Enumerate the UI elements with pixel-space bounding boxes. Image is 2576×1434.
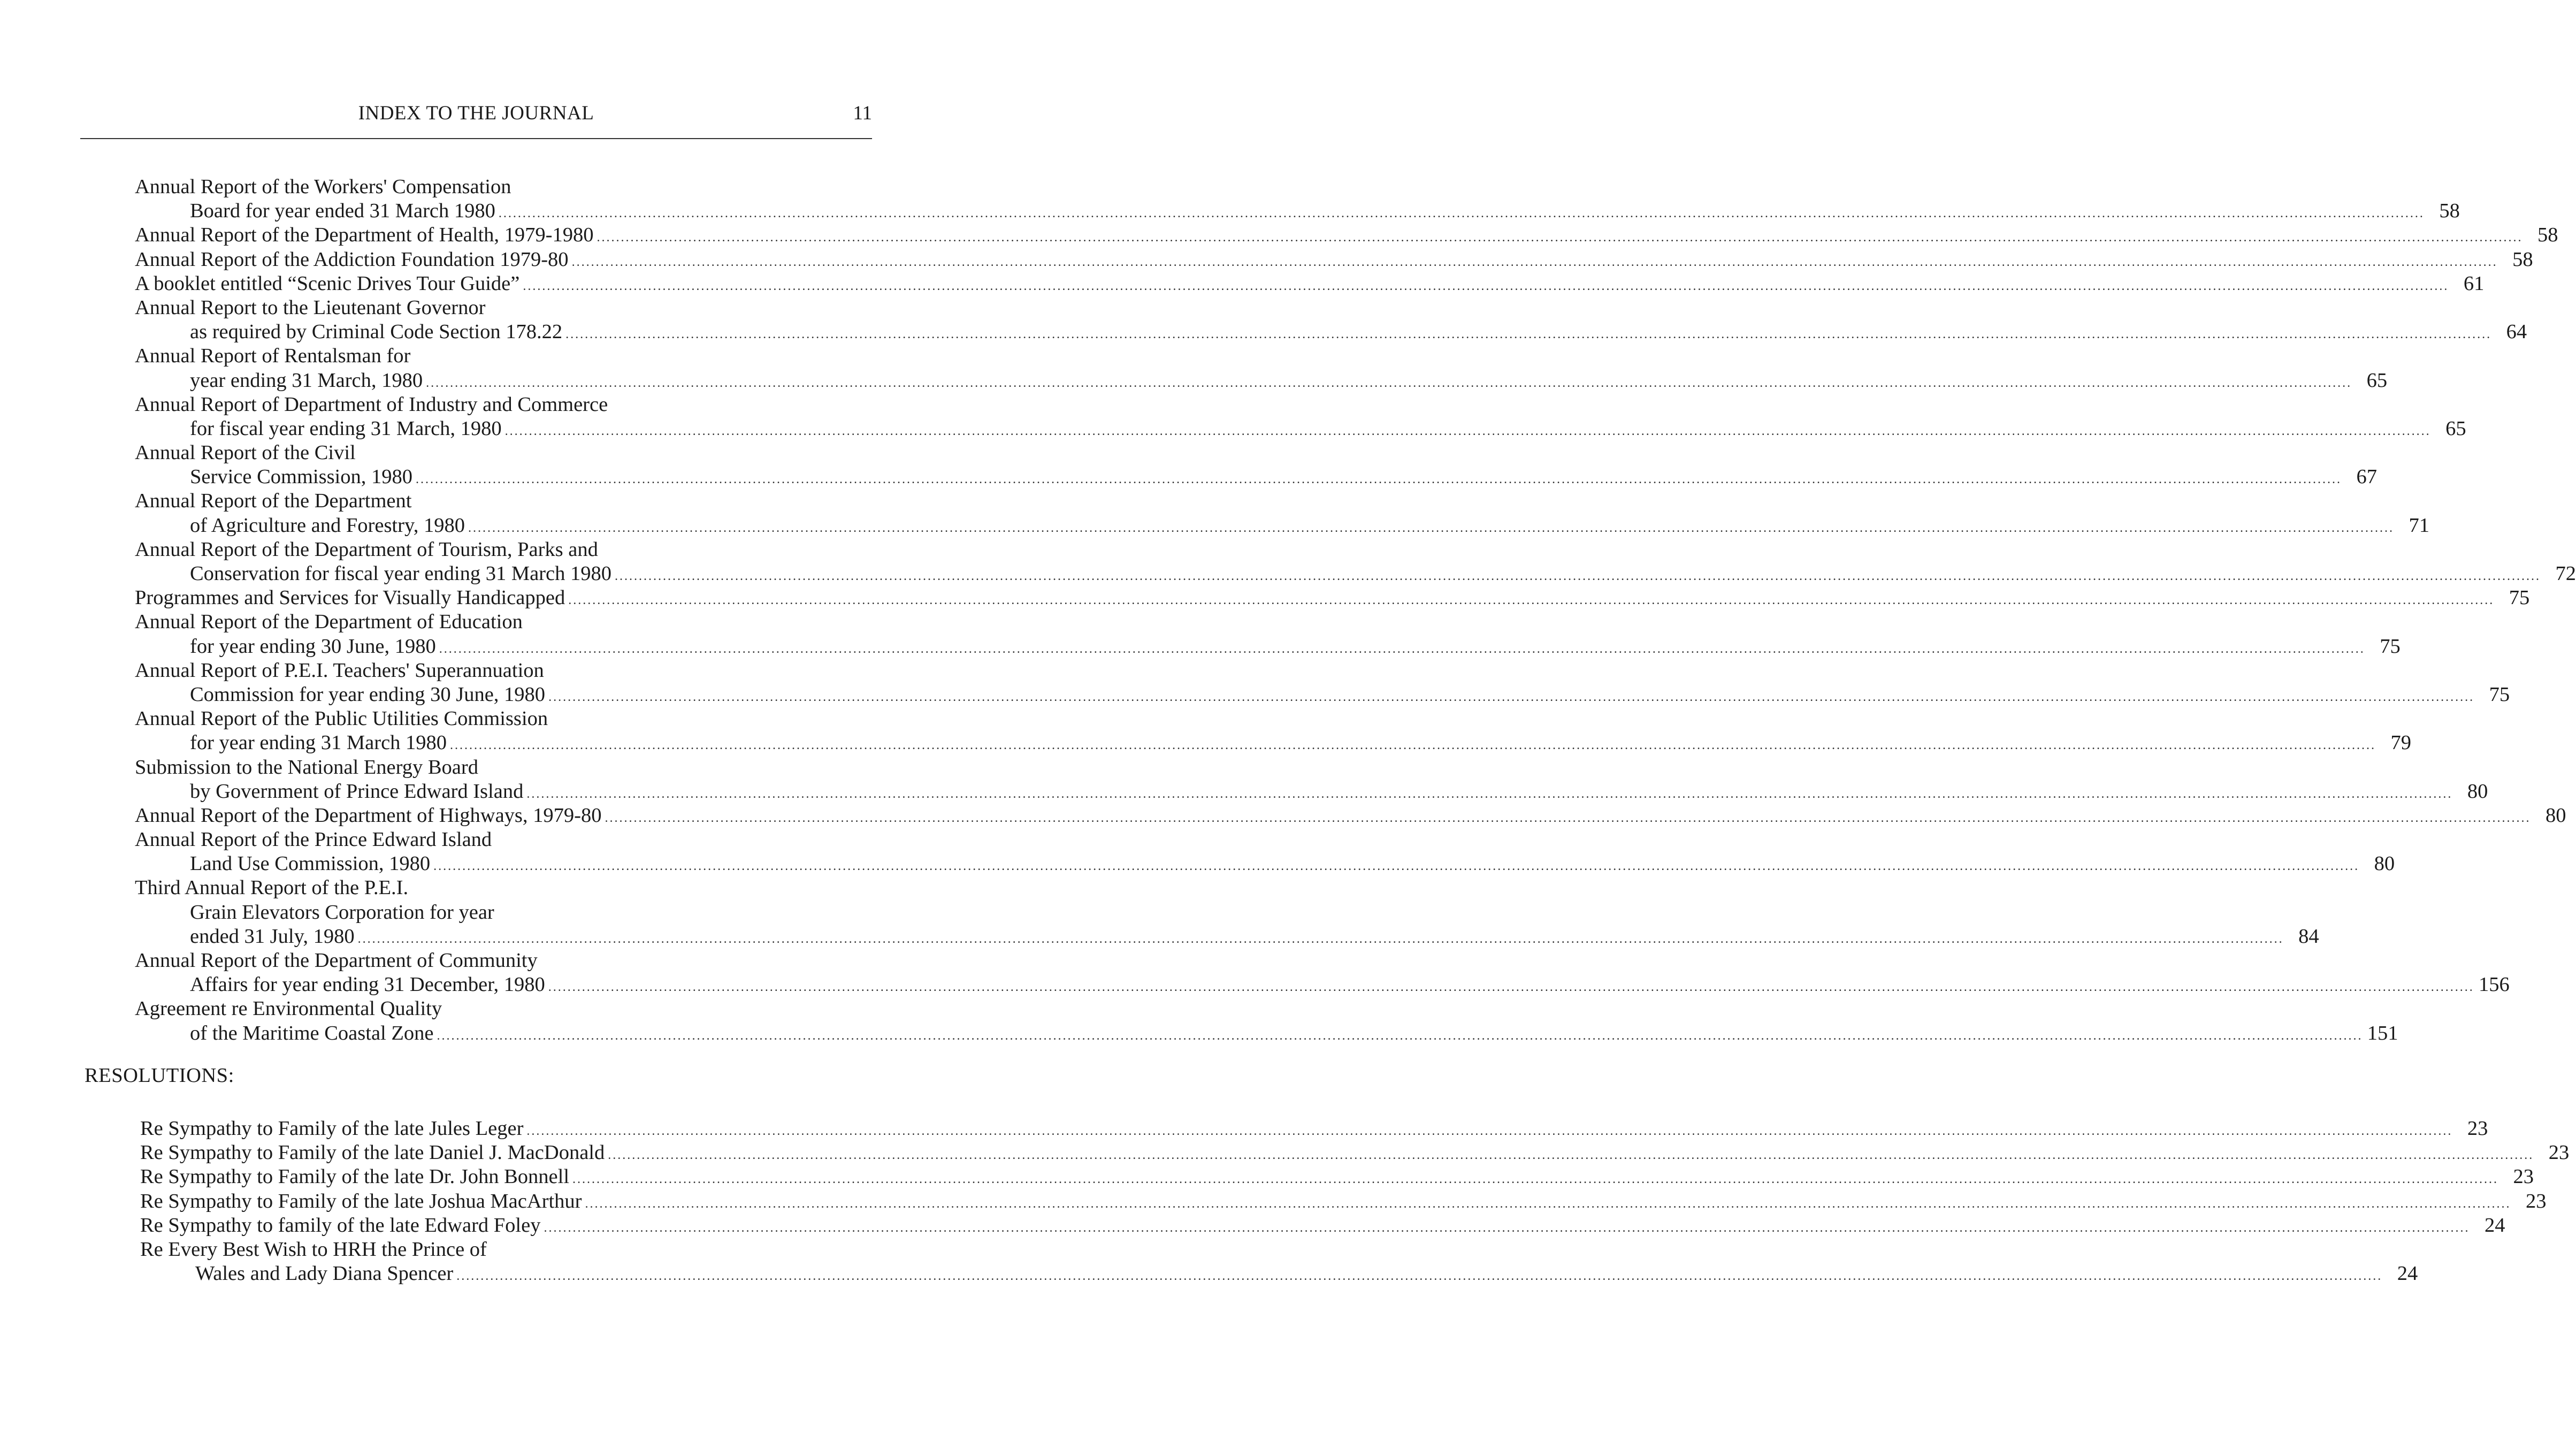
entry-page-number: 80	[2467, 780, 2488, 803]
dot-leader: ................................................................................................................................................................................................................................................................................................................................................................................................................	[437, 1028, 2363, 1043]
entry-title: Annual Report of the Department of Education	[135, 611, 523, 634]
index-entry	[135, 175, 2460, 223]
entry-line	[135, 828, 873, 852]
page-header	[80, 102, 872, 132]
entry-line	[135, 997, 873, 1021]
entry-title: A booklet entitled “Scenic Drives Tour Guide”	[135, 272, 520, 295]
dot-leader: ................................................................................................................................................................................................................................................................................................................................................................................................................	[468, 521, 2394, 535]
index-entry	[140, 1214, 2505, 1238]
entry-title: Programmes and Services for Visually Handicapped	[135, 586, 565, 609]
entry-page-number: 61	[2463, 272, 2485, 295]
dot-leader: ................................................................................................................................................................................................................................................................................................................................................................................................................	[548, 980, 2474, 995]
entry-line	[135, 272, 2485, 296]
dot-leader: ................................................................................................................................................................................................................................................................................................................................................................................................................	[526, 787, 2453, 801]
entry-continuation-line	[135, 973, 2510, 997]
entry-title: Submission to the National Energy Board	[135, 756, 478, 779]
entry-page-number: 75	[2509, 586, 2530, 609]
resolutions-entry-list	[140, 1117, 2570, 1286]
entry-title: Re Sympathy to family of the late Edward Foley	[140, 1214, 541, 1237]
entry-title: Annual Report of the Workers' Compensation	[135, 176, 511, 198]
entry-page-number: 84	[2298, 925, 2319, 948]
entry-title: Re Sympathy to Family of the late Daniel J. MacDonald	[140, 1141, 605, 1164]
entry-title: Conservation for fiscal year ending 31 March 1980	[190, 562, 611, 585]
dot-leader: ................................................................................................................................................................................................................................................................................................................................................................................................................	[439, 642, 2365, 656]
entry-page-number: 23	[2525, 1189, 2547, 1212]
entry-page-number: 80	[2374, 852, 2395, 875]
dot-leader: ................................................................................................................................................................................................................................................................................................................................................................................................................	[498, 207, 2425, 221]
dot-leader: ................................................................................................................................................................................................................................................................................................................................................................................................................	[416, 472, 2342, 487]
entry-title: Affairs for year ending 31 December, 1980	[190, 973, 545, 996]
page-title: INDEX TO THE JOURNAL	[358, 102, 594, 124]
entry-title: of the Maritime Coastal Zone	[190, 1021, 434, 1044]
entry-title: Re Sympathy to Family of the late Dr. John Bonnell	[140, 1165, 570, 1188]
dot-leader: ................................................................................................................................................................................................................................................................................................................................................................................................................	[433, 859, 2360, 874]
index-entry	[140, 1189, 2547, 1214]
entry-title: Annual Report of the Department of Community	[135, 949, 538, 972]
entry-continuation-line	[135, 901, 873, 925]
index-entry	[140, 1165, 2534, 1189]
entry-title: Re Every Best Wish to HRH the Prince of	[140, 1238, 487, 1261]
entry-title: year ending 31 March, 1980	[190, 369, 423, 392]
index-entry	[135, 489, 2429, 537]
entry-line	[135, 707, 873, 731]
entry-page-number: 64	[2506, 321, 2527, 344]
entry-line	[135, 223, 2558, 247]
entry-title: Re Sympathy to Family of the late Joshua MacArthur	[140, 1189, 582, 1212]
entry-title: Annual Report to the Lieutenant Governor	[135, 296, 486, 319]
entry-continuation-line	[135, 731, 2412, 755]
entry-title: Re Sympathy to Family of the late Jules Leger	[140, 1117, 524, 1140]
entry-line	[140, 1165, 2534, 1189]
entry-title: as required by Criminal Code Section 178.22	[190, 321, 563, 344]
index-entry	[135, 828, 2395, 876]
entry-page-number: 24	[2484, 1214, 2505, 1237]
entry-page-number: 58	[2439, 200, 2460, 223]
dot-leader: ................................................................................................................................................................................................................................................................................................................................................................................................................	[548, 690, 2475, 704]
entry-page-number: 58	[2512, 248, 2533, 271]
entry-line	[135, 876, 873, 900]
index-entry	[135, 659, 2510, 707]
index-entry	[135, 538, 2576, 586]
index-entry	[135, 441, 2377, 489]
entry-page-number: 23	[2513, 1165, 2534, 1188]
entry-continuation-line	[135, 514, 2429, 538]
entry-title: for year ending 30 June, 1980	[190, 635, 436, 658]
entry-title: by Government of Prince Edward Island	[190, 780, 524, 803]
dot-leader: ................................................................................................................................................................................................................................................................................................................................................................................................................	[614, 569, 2541, 583]
page-number: 11	[853, 102, 872, 124]
entry-page-number: 65	[2445, 417, 2466, 440]
entry-continuation-line	[135, 320, 2527, 344]
entry-title: Annual Report of the Civil	[135, 441, 356, 464]
entry-continuation-line	[135, 925, 2319, 949]
entry-title: Annual Report of the Department of Health, 1979-1980	[135, 224, 594, 247]
entry-page-number: 24	[2397, 1262, 2418, 1285]
entry-line	[135, 175, 873, 199]
entry-line	[135, 441, 873, 465]
header-rule	[80, 138, 872, 139]
entry-page-number: 75	[2489, 683, 2510, 706]
index-entry	[135, 610, 2401, 658]
entry-title: Annual Report of Department of Industry and Commerce	[135, 393, 608, 416]
entry-continuation-line	[135, 562, 2576, 586]
entry-line	[135, 538, 873, 562]
entry-line	[140, 1117, 2488, 1141]
dot-leader: ................................................................................................................................................................................................................................................................................................................................................................................................................	[456, 1269, 2383, 1284]
entry-title: Annual Report of the Department of Highways, 1979-80	[135, 804, 602, 827]
entry-page-number: 65	[2366, 369, 2388, 392]
entry-continuation-line	[135, 417, 2466, 441]
dot-leader: ................................................................................................................................................................................................................................................................................................................................................................................................................	[450, 738, 2376, 753]
index-entry	[135, 756, 2488, 804]
entry-line	[140, 1214, 2505, 1238]
index-entry	[135, 344, 2388, 392]
index-entry	[135, 272, 2485, 296]
entry-line	[135, 756, 873, 780]
index-entry	[135, 997, 2398, 1045]
entry-continuation-line	[135, 635, 2401, 659]
index-entry-list	[135, 175, 2576, 1046]
entry-continuation-line	[135, 369, 2388, 393]
entry-continuation-line	[135, 1021, 2398, 1046]
entry-title: Annual Report of the Public Utilities Commission	[135, 707, 548, 730]
entry-continuation-line	[135, 465, 2377, 489]
index-entry	[135, 876, 2319, 949]
entry-line	[135, 610, 873, 634]
entry-title: Service Commission, 1980	[190, 466, 412, 489]
entry-page-number: 71	[2409, 514, 2429, 537]
entry-line	[135, 489, 873, 513]
entry-page-number: 80	[2545, 804, 2566, 827]
entry-title: Grain Elevators Corporation for year	[190, 901, 494, 924]
dot-leader: ................................................................................................................................................................................................................................................................................................................................................................................................................	[505, 424, 2431, 438]
entry-continuation-line	[135, 780, 2488, 804]
index-entry	[135, 296, 2527, 344]
dot-leader: ................................................................................................................................................................................................................................................................................................................................................................................................................	[572, 1172, 2499, 1187]
entry-title: Annual Report of the Department of Tourism, Parks and	[135, 538, 598, 561]
dot-leader: ................................................................................................................................................................................................................................................................................................................................................................................................................	[544, 1221, 2470, 1235]
dot-leader: ................................................................................................................................................................................................................................................................................................................................................................................................................	[571, 255, 2498, 269]
entry-page-number: 23	[2467, 1117, 2488, 1140]
entry-page-number: 79	[2390, 731, 2412, 754]
dot-leader: ................................................................................................................................................................................................................................................................................................................................................................................................................	[597, 231, 2523, 245]
dot-leader: ................................................................................................................................................................................................................................................................................................................................................................................................................	[565, 327, 2492, 342]
entry-line	[135, 296, 873, 320]
entry-title: Annual Report of the Prince Edward Island	[135, 828, 492, 851]
entry-continuation-line	[135, 852, 2395, 876]
entry-page-number: 151	[2367, 1021, 2398, 1044]
entry-title: of Agriculture and Forestry, 1980	[190, 514, 465, 537]
index-entry	[135, 707, 2412, 755]
dot-leader: ................................................................................................................................................................................................................................................................................................................................................................................................................	[526, 1124, 2453, 1138]
entry-line	[135, 949, 873, 973]
entry-page-number: 156	[2479, 973, 2510, 996]
entry-line	[140, 1189, 2547, 1214]
entry-line	[135, 659, 873, 683]
index-entry	[135, 804, 2566, 828]
dot-leader: ................................................................................................................................................................................................................................................................................................................................................................................................................	[568, 593, 2495, 608]
entry-title: Annual Report of the Department	[135, 490, 412, 513]
dot-leader: ................................................................................................................................................................................................................................................................................................................................................................................................................	[605, 811, 2531, 825]
entry-page-number: 67	[2356, 466, 2377, 489]
dot-leader: ................................................................................................................................................................................................................................................................................................................................................................................................................	[523, 279, 2449, 293]
entry-title: Commission for year ending 30 June, 1980	[190, 683, 546, 706]
entry-page-number: 58	[2537, 224, 2558, 247]
entry-title: Annual Report of Rentalsman for	[135, 345, 411, 368]
resolutions-heading: RESOLUTIONS:	[85, 1064, 234, 1087]
entry-continuation-line	[135, 199, 2460, 223]
entry-line	[135, 248, 2533, 272]
dot-leader: ................................................................................................................................................................................................................................................................................................................................................................................................................	[608, 1148, 2534, 1163]
entry-page-number: 72	[2555, 562, 2576, 585]
index-entry	[140, 1238, 2418, 1286]
entry-line	[140, 1141, 2570, 1165]
dot-leader: ................................................................................................................................................................................................................................................................................................................................................................................................................	[426, 376, 2352, 390]
index-entry	[135, 248, 2533, 272]
entry-title: for fiscal year ending 31 March, 1980	[190, 417, 502, 440]
index-entry	[135, 393, 2466, 441]
entry-continuation-line	[140, 1262, 2418, 1286]
dot-leader: ................................................................................................................................................................................................................................................................................................................................................................................................................	[585, 1196, 2511, 1211]
entry-title: Third Annual Report of the P.E.I.	[135, 876, 409, 899]
entry-title: Annual Report of the Addiction Foundation 1979-80	[135, 248, 569, 271]
entry-title: Agreement re Environmental Quality	[135, 997, 442, 1020]
entry-title: Wales and Lady Diana Spencer	[195, 1262, 454, 1285]
entry-line	[140, 1238, 873, 1262]
index-entry	[140, 1117, 2488, 1141]
entry-line	[135, 804, 2566, 828]
index-entry	[135, 586, 2530, 610]
entry-title: for year ending 31 March 1980	[190, 731, 447, 754]
entry-continuation-line	[135, 683, 2510, 707]
index-entry	[135, 223, 2558, 247]
entry-line	[135, 586, 2530, 610]
entry-line	[135, 344, 873, 368]
entry-title: Annual Report of P.E.I. Teachers' Superannuation	[135, 659, 544, 682]
entry-title: ended 31 July, 1980	[190, 925, 355, 948]
dot-leader: ................................................................................................................................................................................................................................................................................................................................................................................................................	[357, 932, 2284, 946]
index-entry	[135, 949, 2510, 997]
entry-title: Board for year ended 31 March 1980	[190, 200, 495, 223]
entry-page-number: 23	[2548, 1141, 2570, 1164]
index-entry	[140, 1141, 2570, 1165]
entry-title: Land Use Commission, 1980	[190, 852, 431, 875]
entry-page-number: 75	[2380, 635, 2401, 658]
entry-line	[135, 393, 873, 417]
